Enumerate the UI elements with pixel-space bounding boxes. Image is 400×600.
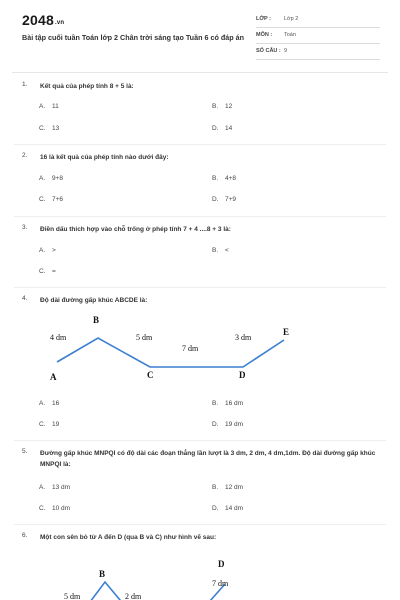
point-label-b: B <box>93 315 100 325</box>
option-d[interactable]: D. 7+9 <box>212 196 237 203</box>
meta-class-label: LỚP : <box>256 16 271 22</box>
segment-label-cd: 7 dm <box>182 344 199 353</box>
option-a[interactable]: A. 11 <box>39 103 59 110</box>
option-b[interactable]: B. 4+8 <box>212 175 237 182</box>
question-number: 6. <box>22 532 28 539</box>
question-divider <box>14 144 386 145</box>
question-text: Điền dấu thích hợp vào chỗ trống ở phép tính 7 + 4 ....8 + 3 là: <box>40 226 231 233</box>
segment-label-ab: 5 dm <box>64 592 81 600</box>
option-c[interactable]: C. 13 <box>39 125 60 132</box>
point-label-e: E <box>283 327 290 337</box>
meta-class-row <box>256 15 380 28</box>
question-text: Đường gấp khúc MNPQI có độ dài các đoạn thẳng lần lượt là 3 dm, 2 dm, 4 dm,1dm. Độ dài đường gấp khúc MNPQI là: <box>40 450 376 468</box>
option-c[interactable]: C. 10 dm <box>39 505 71 512</box>
question-number: 2. <box>22 152 28 159</box>
segment-label-bc: 2 dm <box>125 592 142 600</box>
question-number: 4. <box>22 295 28 302</box>
worksheet-header <box>0 0 400 75</box>
question-text: Độ dài đường gấp khúc ABCDE là: <box>40 297 148 304</box>
question-divider <box>14 440 386 441</box>
point-label-b: B <box>99 569 106 579</box>
option-d[interactable]: D. 19 dm <box>212 421 244 428</box>
question-text: Kết quả của phép tính 8 + 5 là: <box>40 83 134 90</box>
option-b[interactable]: B. 12 <box>212 103 233 110</box>
meta-count-row <box>256 47 380 60</box>
option-a[interactable]: A. 9+8 <box>39 175 64 182</box>
polyline-path <box>57 338 284 367</box>
site-logo[interactable]: 2048.vn <box>22 12 65 28</box>
meta-subject-row <box>256 31 380 44</box>
option-c[interactable]: C. 19 <box>39 421 60 428</box>
meta-count-value: 9 <box>284 48 288 54</box>
question-number: 5. <box>22 448 28 455</box>
worksheet-title: Bài tập cuối tuần Toán lớp 2 Chân trời sáng tạo Tuần 6 có đáp án <box>22 33 245 42</box>
option-d[interactable]: D. 14 dm <box>212 505 244 512</box>
question-text: 16 là kết quả của phép tính nào dưới đây: <box>40 154 169 161</box>
meta-subject-label: MÔN : <box>256 32 273 38</box>
point-label-c: C <box>147 370 154 380</box>
question-number: 1. <box>22 81 28 88</box>
segment-label-ab: 4 dm <box>50 333 67 342</box>
option-a[interactable]: A. 16 <box>39 400 60 407</box>
option-b[interactable]: B. 16 dm <box>212 400 244 407</box>
option-d[interactable]: D. 14 <box>212 125 233 132</box>
question-divider <box>14 216 386 217</box>
question-divider <box>14 287 386 288</box>
worksheet-meta <box>256 15 380 63</box>
polyline-abcde-figure <box>0 307 400 395</box>
option-b[interactable]: B. 12 dm <box>212 484 244 491</box>
meta-class-value: Lớp 2 <box>284 16 299 22</box>
option-c[interactable]: C. = <box>39 268 56 275</box>
point-label-d: D <box>218 559 225 569</box>
snail-path-figure <box>0 548 400 600</box>
segment-label-de: 3 dm <box>235 333 252 342</box>
meta-count-label: SỐ CÂU : <box>256 48 281 54</box>
point-label-a: A <box>50 372 57 382</box>
meta-subject-value: Toán <box>284 32 296 38</box>
question-text: Một con sên bò từ A đến D (qua B và C) như hình vẽ sau: <box>40 534 217 541</box>
segment-label-cd: 7 dm <box>212 579 229 588</box>
option-c[interactable]: C. 7+6 <box>39 196 64 203</box>
segment-label-bc: 5 dm <box>136 333 153 342</box>
header-divider <box>12 72 388 73</box>
point-label-d: D <box>239 370 246 380</box>
question-number: 3. <box>22 224 28 231</box>
option-b[interactable]: B. < <box>212 247 229 254</box>
question-divider <box>14 524 386 525</box>
option-a[interactable]: A. 13 dm <box>39 484 71 491</box>
option-a[interactable]: A. > <box>39 247 56 254</box>
